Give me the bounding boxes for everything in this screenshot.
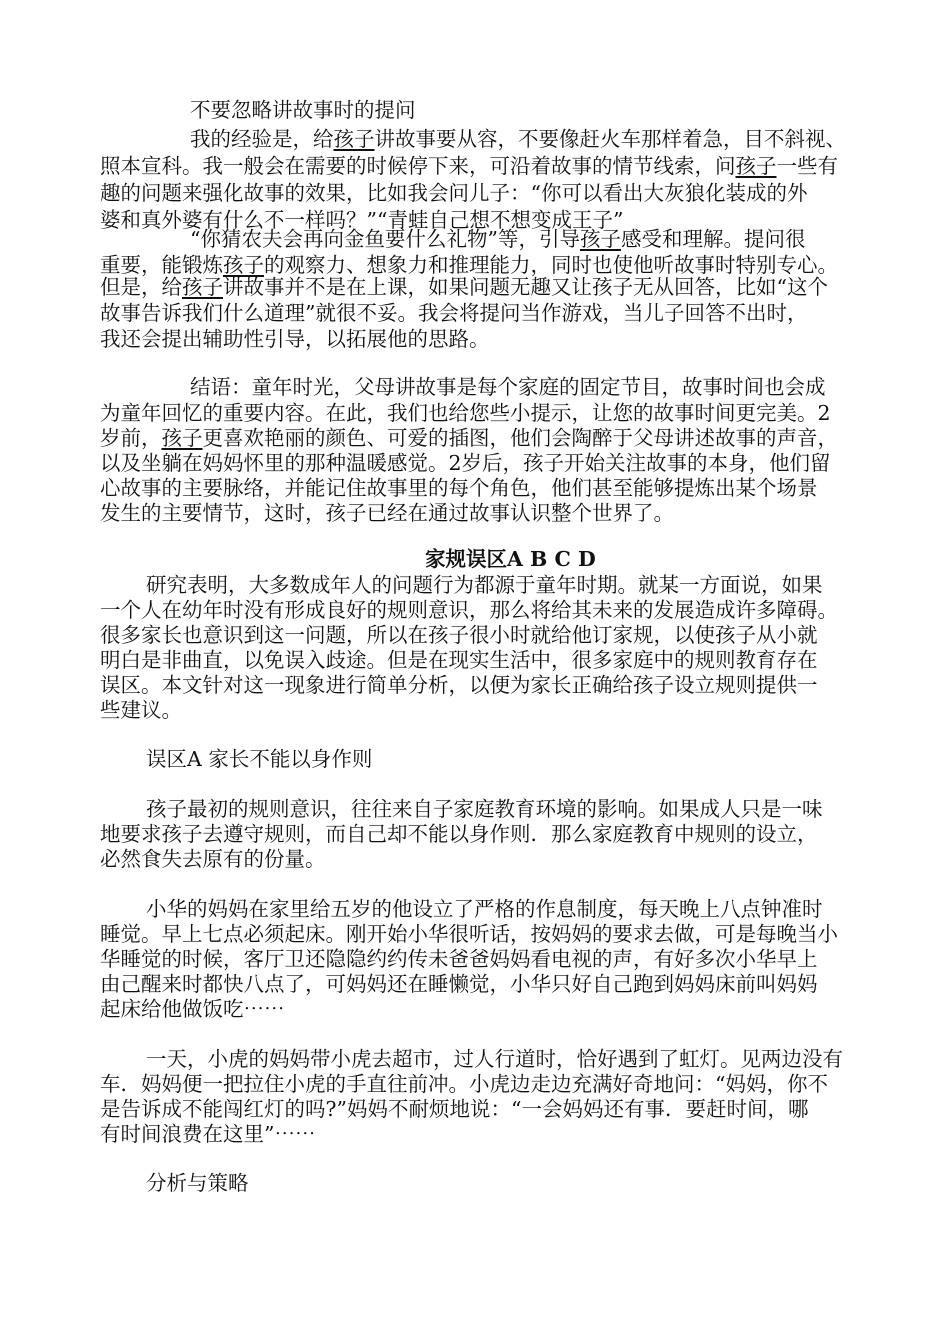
paragraph-line: 心故事的主要脉络，并能记住故事里的每个角色，他们甚至能够提炼出某个场景 bbox=[100, 476, 818, 500]
paragraph-line: 一个人在幼年时没有形成良好的规则意识，那么将给其未来的发展造成许多障碍。 bbox=[100, 598, 838, 622]
paragraph-line: 地要求孩子去遵守规则，而自己却不能以身作则．那么家庭教育中规则的设立， bbox=[100, 822, 818, 846]
paragraph-line: 故事告诉我们什么道理”就很不妥。我会将提问当作游戏，当儿子回答不出时， bbox=[100, 301, 808, 325]
paragraph-line: 车．妈妈便一把拉住小虎的手直往前冲。小虎边走边充满好奇地问：“妈妈，你不 bbox=[100, 1072, 828, 1096]
paragraph-line: 重要，能锻炼孩子的观察力、想象力和推理能力，同时也使他听故事时特别专心。 bbox=[100, 253, 838, 277]
underlined-term: 孩子 bbox=[735, 154, 777, 178]
paragraph-line: 孩子最初的规则意识，往往来自子家庭教育环境的影响。如果成人只是一味 bbox=[146, 797, 823, 821]
paragraph-line: 明白是非曲直，以免误入歧途。但是在现实生活中，很多家庭中的规则教育存在 bbox=[100, 648, 818, 672]
underlined-term: 孩子 bbox=[579, 227, 621, 251]
paragraph-line: 由己醒来时都快八点了，可妈妈还在睡懒觉，小华只好自己跑到妈妈床前叫妈妈 bbox=[100, 972, 818, 996]
underlined-term: 孩子 bbox=[182, 275, 223, 299]
section-heading: 不要忽略讲故事时的提问 bbox=[190, 98, 416, 122]
paragraph-line: 有时间浪费在这里”⋯⋯ bbox=[100, 1122, 316, 1146]
underlined-term: 孩子 bbox=[223, 253, 264, 277]
article-title: 家规误区A B C D bbox=[425, 547, 596, 571]
section-heading: 分析与策略 bbox=[146, 1171, 249, 1195]
paragraph-line: 以及坐躺在妈妈怀里的那种温暖感觉。2岁后，孩子开始关注故事的本身，他们留 bbox=[100, 451, 831, 475]
paragraph-line: 但是，给孩子讲故事并不是在上课，如果问题无趣又让孩子无从回答，比如“这个 bbox=[100, 275, 828, 299]
underlined-term: 孩子 bbox=[333, 127, 375, 151]
paragraph-line: 小华的妈妈在家里给五岁的他设立了严格的作息制度，每天晚上八点钟准时 bbox=[146, 897, 823, 921]
paragraph-line: 我的经验是，给孩子讲故事要从容，不要像赶火车那样着急，目不斜视、 bbox=[190, 127, 846, 151]
paragraph-line: 起床给他做饭吃⋯⋯ bbox=[100, 997, 285, 1021]
paragraph-line: 睡觉。早上七点必须起床。刚开始小华很听话，按妈妈的要求去做，可是每晚当小 bbox=[100, 922, 838, 946]
paragraph-line: 必然食失去原有的份量。 bbox=[100, 847, 326, 871]
paragraph-line: 照本宣科。我一般会在需要的时候停下来，可沿着故事的情节线索，问孩子一些有 bbox=[100, 154, 838, 178]
paragraph-line: 是告诉成不能闯红灯的吗?”妈妈不耐烦地说：“一会妈妈还有事．要赶时间，哪 bbox=[100, 1097, 809, 1121]
paragraph-line: 一天，小虎的妈妈带小虎去超市，过人行道时，恰好遇到了虹灯。见两边没有 bbox=[146, 1047, 843, 1071]
section-heading: 误区A 家长不能以身作则 bbox=[146, 747, 373, 771]
paragraph-line: 些建议。 bbox=[100, 698, 182, 722]
paragraph-line: 误区。本文针对这一现象进行简单分析，以便为家长正确给孩子设立规则提供一 bbox=[100, 673, 818, 697]
paragraph-line: 我还会提出辅助性引导，以拓展他的思路。 bbox=[100, 327, 490, 351]
paragraph-line: “你猜农夫会再向金鱼要什么礼物”等，引导孩子感受和理解。提问很 bbox=[190, 227, 806, 251]
paragraph-line: 发生的主要情节，这时，孩子已经在通过故事认识整个世界了。 bbox=[100, 501, 674, 525]
paragraph-line: 趣的问题来强化故事的效果，比如我会问儿子：“你可以看出大灰狼化装成的外 bbox=[100, 181, 808, 205]
underlined-term: 孩子 bbox=[161, 426, 203, 450]
paragraph-line: 华睡觉的时候，客厅卫还隐隐约约传未爸爸妈妈看电视的声，有好多次小华早上 bbox=[100, 947, 818, 971]
paragraph-line: 婆和真外婆有什么不一样吗？”“青蛙自己想不想变成王子” bbox=[100, 208, 624, 232]
paragraph-line: 结语：童年时光，父母讲故事是每个家庭的固定节目，故事时间也会成 bbox=[190, 375, 826, 399]
paragraph-line: 研究表明，大多数成年人的问题行为都源于童年时期。就某一方面说，如果 bbox=[146, 573, 823, 597]
paragraph-line: 很多家长也意识到这一问题，所以在孩子很小时就给他订家规，以使孩子从小就 bbox=[100, 623, 818, 647]
paragraph-line: 岁前，孩子更喜欢艳丽的颜色、可爱的插图，他们会陶醉于父母讲述故事的声音， bbox=[100, 426, 838, 450]
paragraph-line: 为童年回忆的重要内容。在此，我们也给您些小提示，让您的故事时间更完美。2 bbox=[100, 401, 831, 425]
